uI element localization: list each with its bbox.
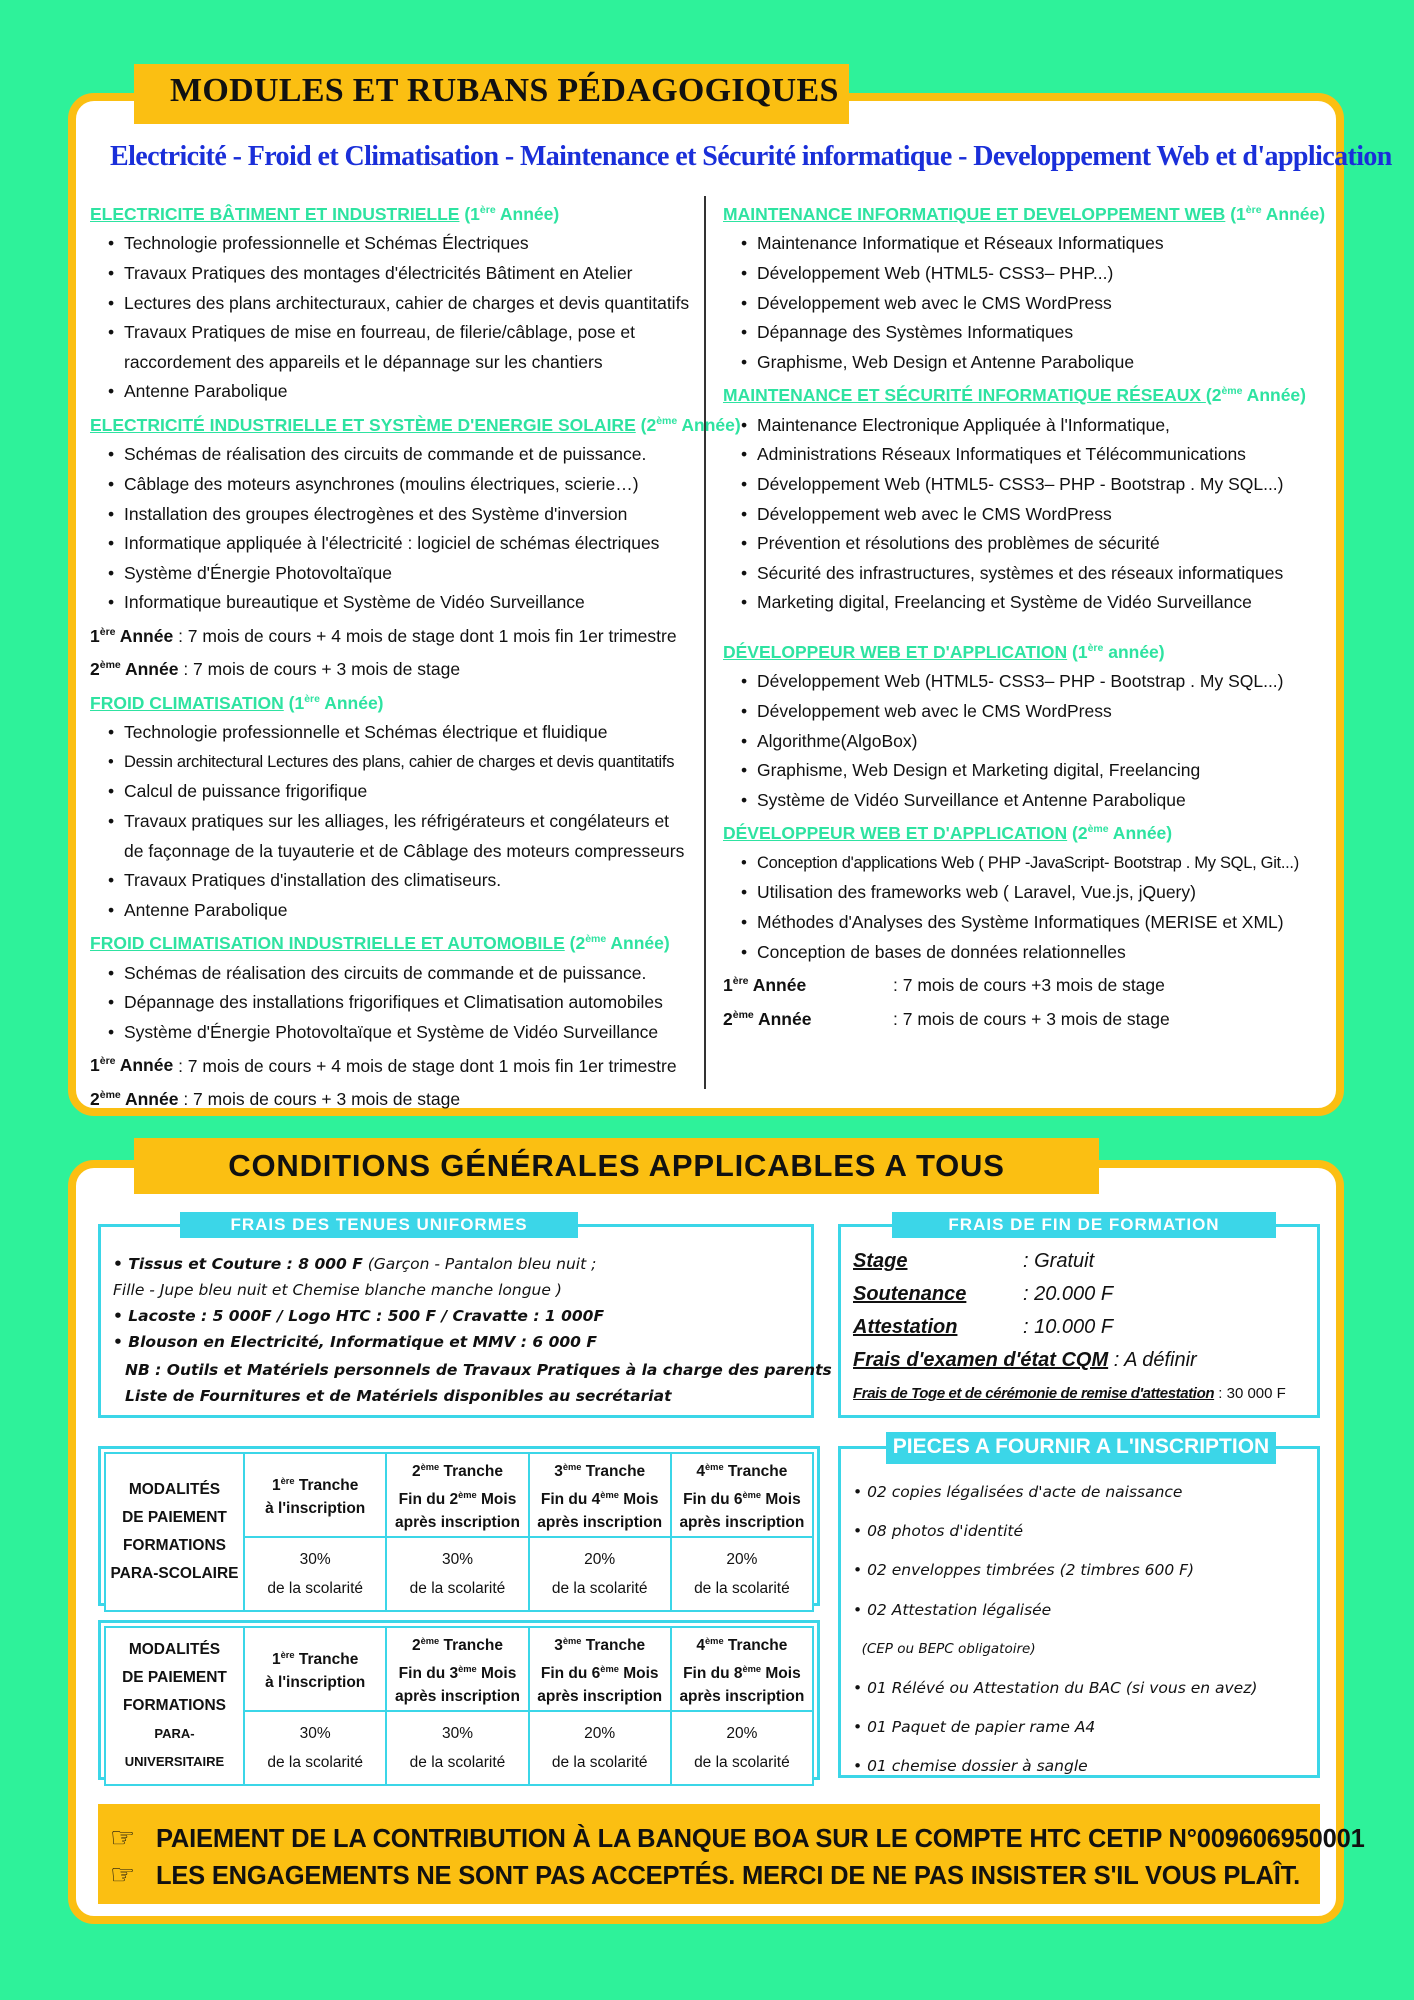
pointing-hand-icon: ☞: [110, 1859, 135, 1890]
duration-line: 2ème Année : 7 mois de cours + 3 mois de stage: [90, 659, 461, 680]
list-item: • Travaux Pratiques d'installation des climatiseurs.: [90, 866, 690, 896]
list-item: • Système de Vidéo Surveillance et Antenne Parabolique: [723, 786, 1323, 816]
list-item: • Algorithme(AlgoBox): [723, 727, 1323, 757]
graduation-fees-box: [838, 1224, 1320, 1418]
list-item-continuation: raccordement des appareils et le dépannage sur les chantiers: [124, 351, 603, 372]
duration-line: 1ère Année : 7 mois de cours + 4 mois de stage dont 1 mois fin 1er trimestre: [90, 1055, 677, 1076]
list-item: • Technologie professionnelle et Schémas électrique et fluidique: [90, 718, 690, 748]
list-item: • Sécurité des infrastructures, systèmes et des réseaux informatiques: [723, 559, 1323, 589]
list-item: • Câblage des moteurs asynchrones (moulins électriques, scierie…): [90, 470, 690, 500]
tranche-percent: 30%: [386, 1711, 528, 1748]
tranche-basis: de la scolarité: [244, 1574, 386, 1611]
uniform-fees-heading: FRAIS DES TENUES UNIFORMES: [180, 1212, 578, 1238]
tranche-header: 1ère Tranche à l'inscription: [244, 1453, 386, 1537]
uniform-fees-box: [98, 1224, 832, 1418]
notice-line: ☞ PAIEMENT DE LA CONTRIBUTION À LA BANQUE BOA SUR LE COMPTE HTC CETIP N°009606950001: [110, 1820, 1320, 1857]
notice-banner: [98, 1804, 1365, 1904]
payment-label: MODALITÉS DE PAIEMENT FORMATIONS PARA-UNIVERSITAIRE: [105, 1627, 244, 1785]
page-subtitle: Electricité - Froid et Climatisation - Maintenance et Sécurité informatique - Developpement Web et d'application: [110, 141, 1392, 172]
list-item: • 01 Rélévé ou Attestation du BAC (si vous en avez): [853, 1679, 1258, 1698]
tranche-header: 3ème Tranche Fin du 4ème Mois après inscription: [529, 1453, 671, 1537]
list-item: • Schémas de réalisation des circuits de commande et de puissance.: [90, 440, 690, 470]
tranche-header: 2ème Tranche Fin du 2ème Mois après inscription: [386, 1453, 528, 1537]
list-item: • Système d'Énergie Photovoltaïque et Système de Vidéo Surveillance: [90, 1018, 690, 1048]
fee-row: Stage : Gratuit: [853, 1250, 1095, 1272]
list-item: • Installation des groupes électrogènes et des Système d'inversion: [90, 500, 690, 530]
tranche-header: 3ème Tranche Fin du 6ème Mois après inscription: [529, 1627, 671, 1711]
list-item: • 01 Paquet de papier rame A4: [853, 1718, 1096, 1737]
column-divider: [704, 196, 706, 1089]
tranche-basis: de la scolarité: [671, 1748, 813, 1785]
tranche-percent: 20%: [529, 1711, 671, 1748]
duration-line: 2ème Année : 7 mois de cours + 3 mois de stage: [90, 1088, 461, 1109]
right-column: [723, 196, 1326, 1034]
list-item: • Schémas de réalisation des circuits de commande et de puissance.: [90, 959, 690, 989]
tranche-basis: de la scolarité: [386, 1574, 528, 1611]
pointing-hand-icon: ☞: [110, 1822, 135, 1853]
section-heading: ELECTRICITE BÂTIMENT ET INDUSTRIELLE (1ère Année): [90, 203, 560, 224]
list-item: • 08 photos d'identité: [853, 1522, 1024, 1541]
list-item: • 02 Attestation légalisée: [853, 1600, 1052, 1619]
tranche-header: 4ème Tranche Fin du 6ème Mois après inscription: [671, 1453, 813, 1537]
section-heading: DÉVELOPPEUR WEB ET D'APPLICATION (1ère année): [723, 641, 1165, 662]
list-item: • Graphisme, Web Design et Marketing digital, Freelancing: [723, 756, 1323, 786]
list-item: • Développement web avec le CMS WordPress: [723, 289, 1323, 319]
list-item: • Travaux Pratiques de mise en fourreau, de filerie/câblage, pose et: [90, 318, 690, 348]
list-item: • Travaux Pratiques des montages d'électricités Bâtiment en Atelier: [90, 259, 690, 289]
fee-row: Frais de Toge et de cérémonie de remise d'attestation : 30 000 F: [853, 1385, 1286, 1402]
fee-line: • Lacoste : 5 000F / Logo HTC : 500 F / Cravatte : 1 000F: [113, 1307, 605, 1325]
tranche-percent: 30%: [244, 1711, 386, 1748]
tranche-basis: de la scolarité: [671, 1574, 813, 1611]
fee-row: Soutenance : 20.000 F: [853, 1283, 1114, 1305]
graduation-fees-heading: FRAIS DE FIN DE FORMATION: [892, 1212, 1276, 1238]
list-item: • Marketing digital, Freelancing et Système de Vidéo Surveillance: [723, 588, 1323, 618]
payment-label: MODALITÉS DE PAIEMENT FORMATIONS PARA-SCOLAIRE: [105, 1453, 244, 1611]
section-heading: FROID CLIMATISATION (1ère Année): [90, 692, 384, 713]
fee-line: Fille - Jupe bleu nuit et Chemise blanche manche longue ): [113, 1281, 562, 1299]
list-item: • Technologie professionnelle et Schémas Électriques: [90, 229, 690, 259]
list-item: • Antenne Parabolique: [90, 377, 690, 407]
list-item: • Utilisation des frameworks web ( Laravel, Vue.js, jQuery): [723, 878, 1323, 908]
list-item: • Développement web avec le CMS WordPress: [723, 500, 1323, 530]
notice-line: ☞ LES ENGAGEMENTS NE SONT PAS ACCEPTÉS. MERCI DE NE PAS INSISTER S'IL VOUS PLAÎT.: [110, 1857, 1320, 1894]
section-heading: ELECTRICITÉ INDUSTRIELLE ET SYSTÈME D'ENERGIE SOLAIRE (2ème Année): [90, 414, 741, 435]
section-heading: DÉVELOPPEUR WEB ET D'APPLICATION (2ème Année): [723, 823, 1173, 844]
list-item: (CEP ou BEPC obligatoire): [853, 1640, 1036, 1657]
tranche-header: 2ème Tranche Fin du 3ème Mois après inscription: [386, 1627, 528, 1711]
tranche-percent: 30%: [386, 1537, 528, 1574]
left-column: [90, 196, 741, 1114]
tranche-basis: de la scolarité: [529, 1748, 671, 1785]
tranche-percent: 20%: [671, 1537, 813, 1574]
list-item: • Lectures des plans architecturaux, cahier de charges et devis quantitatifs: [90, 289, 690, 319]
list-item: • Conception de bases de données relationnelles: [723, 938, 1323, 968]
duration-line: 2ème Année : 7 mois de cours + 3 mois de stage: [723, 1008, 1170, 1029]
conditions-title: CONDITIONS GÉNÉRALES APPLICABLES A TOUS: [134, 1138, 1099, 1194]
tranche-percent: 20%: [529, 1537, 671, 1574]
page-title: MODULES ET RUBANS PÉDAGOGIQUES: [134, 64, 849, 124]
list-item: • Maintenance Informatique et Réseaux Informatiques: [723, 229, 1323, 259]
list-item: • Développement Web (HTML5- CSS3– PHP - Bootstrap . My SQL...): [723, 470, 1323, 500]
duration-line: 1ère Année : 7 mois de cours + 4 mois de stage dont 1 mois fin 1er trimestre: [90, 625, 677, 646]
list-item: • Dessin architectural Lectures des plans, cahier de charges et devis quantitatifs: [90, 748, 690, 778]
list-item: • Développement web avec le CMS WordPress: [723, 697, 1323, 727]
documents-box: [838, 1446, 1320, 1778]
list-item: • Dépannage des Systèmes Informatiques: [723, 318, 1323, 348]
list-item: • Informatique bureautique et Système de Vidéo Surveillance: [90, 588, 690, 618]
list-item: • Graphisme, Web Design et Antenne Parabolique: [723, 348, 1323, 378]
documents-heading: PIECES A FOURNIR A L'INSCRIPTION: [886, 1432, 1276, 1464]
section-heading: MAINTENANCE ET SÉCURITÉ INFORMATIQUE RÉSEAUX (2ème Année): [723, 385, 1306, 406]
list-item: • Prévention et résolutions des problèmes de sécurité: [723, 529, 1323, 559]
fee-line: • Tissus et Couture : 8 000 F (Garçon - Pantalon bleu nuit ;: [113, 1255, 597, 1273]
tranche-percent: 30%: [244, 1537, 386, 1574]
list-item: • Maintenance Electronique Appliquée à l'Informatique,: [723, 411, 1323, 441]
tranche-percent: 20%: [671, 1711, 813, 1748]
tranche-header: 4ème Tranche Fin du 8ème Mois après inscription: [671, 1627, 813, 1711]
tranche-basis: de la scolarité: [529, 1574, 671, 1611]
list-item: • Conception d'applications Web ( PHP -JavaScript- Bootstrap . My SQL, Git...): [723, 849, 1323, 879]
list-item: • Dépannage des installations frigorifiques et Climatisation automobiles: [90, 988, 690, 1018]
list-item: • 02 enveloppes timbrées (2 timbres 600 F): [853, 1561, 1195, 1580]
tranche-basis: de la scolarité: [244, 1748, 386, 1785]
section-heading: MAINTENANCE INFORMATIQUE ET DEVELOPPEMENT WEB (1ère Année): [723, 203, 1326, 224]
duration-line: 1ère Année : 7 mois de cours +3 mois de stage: [723, 974, 1165, 995]
list-item: • Travaux pratiques sur les alliages, les réfrigérateurs et congélateurs et: [90, 807, 690, 837]
list-item: • Méthodes d'Analyses des Système Informatiques (MERISE et XML): [723, 908, 1323, 938]
list-item: • 02 copies légalisées d'acte de naissance: [853, 1483, 1183, 1501]
fee-row: Attestation : 10.000 F: [853, 1316, 1114, 1338]
list-item: • Développement Web (HTML5- CSS3– PHP - Bootstrap . My SQL...): [723, 667, 1323, 697]
note-line: NB : Outils et Matériels personnels de Travaux Pratiques à la charge des parents: [125, 1361, 832, 1379]
list-item: • Antenne Parabolique: [90, 896, 690, 926]
note-line: Liste de Fournitures et de Matériels disponibles au secrétariat: [125, 1387, 672, 1405]
list-item: • Développement Web (HTML5- CSS3– PHP...): [723, 259, 1323, 289]
payment-table-parauniversitaire: [104, 1626, 814, 1786]
fee-line: • Blouson en Electricité, Informatique et MMV : 6 000 F: [113, 1333, 597, 1351]
fee-row: Frais d'examen d'état CQM : A définir: [853, 1349, 1197, 1371]
subtitle-bar: [88, 134, 1392, 180]
tranche-basis: de la scolarité: [386, 1748, 528, 1785]
list-item-continuation: de façonnage de la tuyauterie et de Câblage des moteurs compresseurs: [124, 840, 685, 861]
list-item: • Calcul de puissance frigorifique: [90, 777, 690, 807]
section-heading: FROID CLIMATISATION INDUSTRIELLE ET AUTOMOBILE (2ème Année): [90, 933, 670, 954]
payment-table-parascolaire: [104, 1452, 814, 1612]
tranche-header: 1ère Tranche à l'inscription: [244, 1627, 386, 1711]
list-item: • Administrations Réseaux Informatiques et Télécommunications: [723, 440, 1323, 470]
list-item: • 01 chemise dossier à sangle: [853, 1757, 1088, 1776]
list-item: • Système d'Énergie Photovoltaïque: [90, 559, 690, 589]
list-item: • Informatique appliquée à l'électricité : logiciel de schémas électriques: [90, 529, 690, 559]
